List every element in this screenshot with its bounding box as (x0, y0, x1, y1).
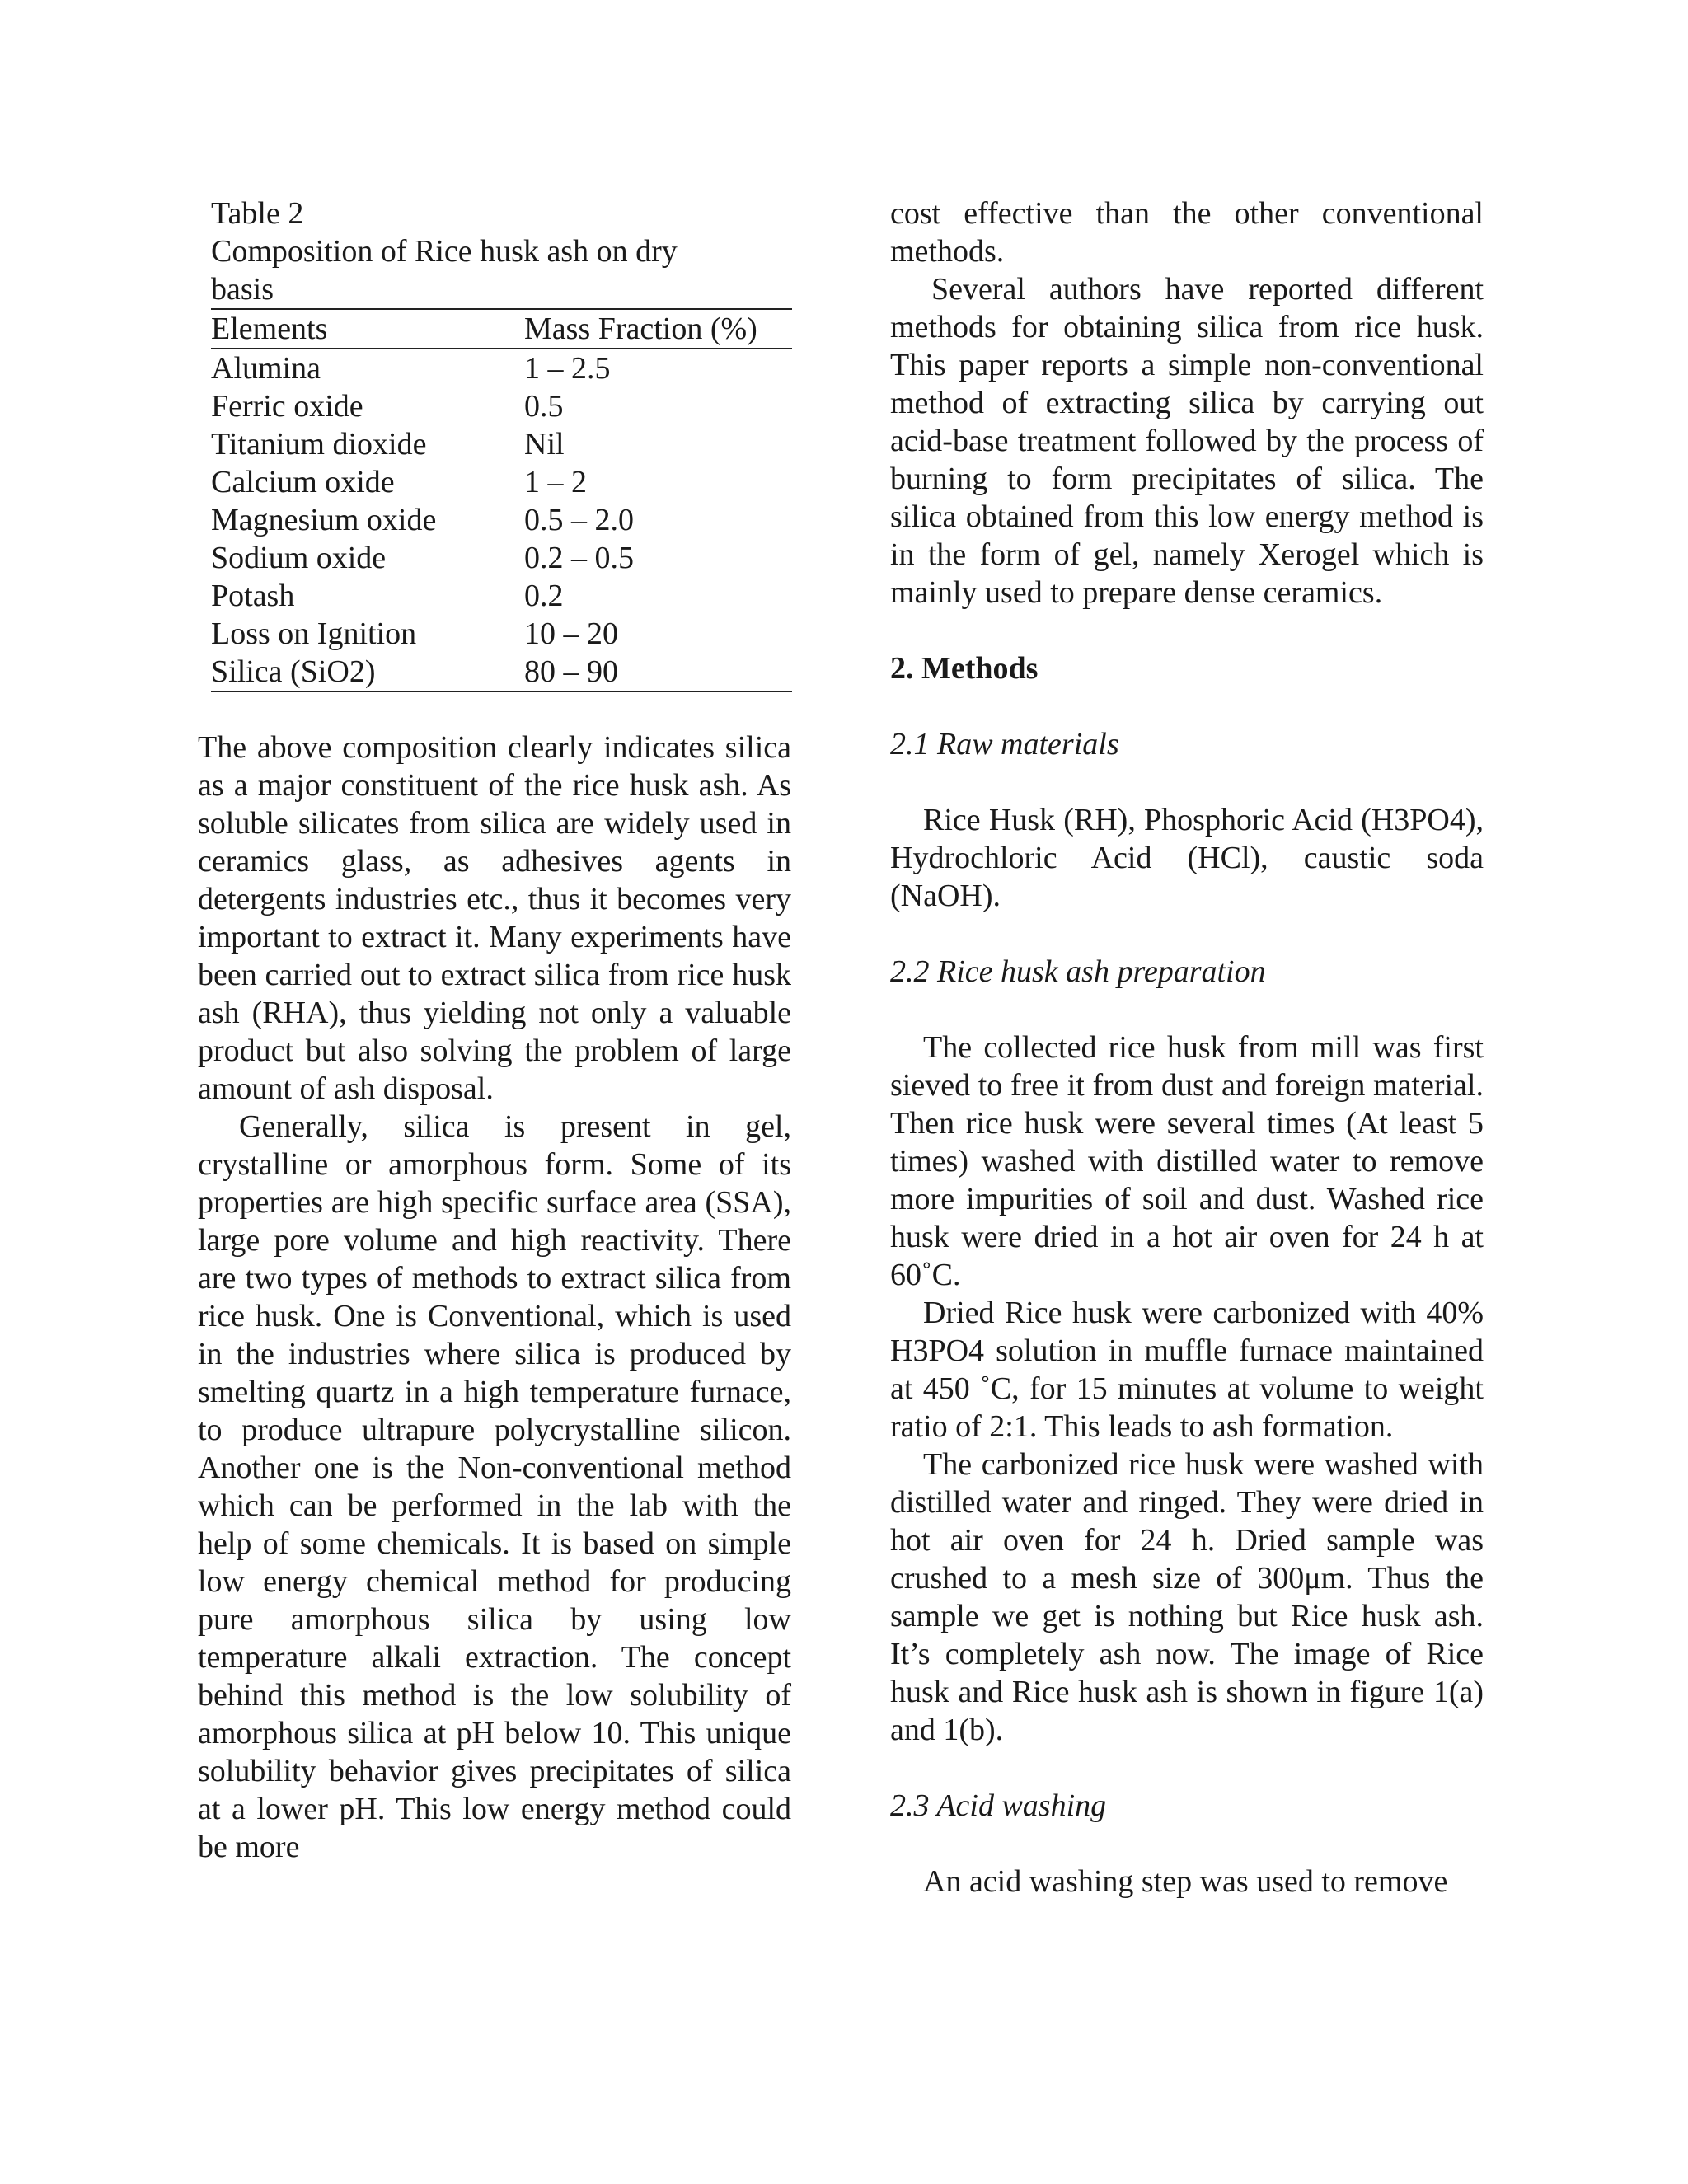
subsection-heading-raw-materials: 2.1 Raw materials (890, 727, 1119, 762)
table-row (211, 463, 792, 501)
value-cell: 0.5 (524, 389, 564, 424)
paragraph-silica-forms: Generally, silica is present in gel, crystalline or amorphous form. Some of its properties are high specific surface area (SSA), large pore volume and high reactivity. There are two types of methods to extract silica from rice husk. One is Conventional, which is used in the industries where silica is produced by smelting quartz in a high temperature furnace, to produce ultrapure polycrystalline silicon. Another one is the Non-conventional method which can be performed in the lab with the help of some chemicals. It is based on simple low energy chemical method for producing pure amorphous silica by using low temperature alkali extraction. The concept behind this method is the low solubility of amorphous silica at pH below 10. This unique solubility behavior gives precipitates of silica at a lower pH. This low energy method could be more (198, 1109, 791, 1864)
table-row (211, 349, 792, 387)
paragraph-authors-reported: Several authors have reported different methods for obtaining silica from rice husk. This paper reports a simple non-conventional method of extracting silica by carrying out acid-base treatment followed by the process of burning to form precipitates of silica. The silica obtained from this low energy method is in the form of gel, namely Xerogel which is mainly used to prepare dense ceramics. (890, 272, 1484, 610)
left-column (198, 194, 791, 1866)
subsection-heading-ash-preparation: 2.2 Rice husk ash preparation (890, 954, 1266, 989)
table-row (211, 615, 792, 653)
element-cell: Potash (211, 579, 295, 613)
paragraph-prep-carbonization: Dried Rice husk were carbonized with 40% H3PO4 solution in muffle furnace maintained at 450 ˚C, for 15 minutes at volume to weight ratio of 2:1. This leads to ash formation. (890, 1296, 1484, 1444)
paragraph-cost-effective: cost effective than the other conventional methods. (890, 196, 1484, 269)
table-row (211, 653, 792, 691)
subsection-heading-acid-washing: 2.3 Acid washing (890, 1788, 1107, 1823)
value-cell: 80 – 90 (524, 653, 792, 691)
element-cell: Sodium oxide (211, 541, 387, 575)
element-cell: Calcium oxide (211, 465, 395, 499)
table-row (211, 577, 792, 615)
composition-table (211, 308, 792, 692)
paragraph-composition-discussion: The above composition clearly indicates silica as a major constituent of the rice husk ash. As soluble silicates from silica are widely used in ceramics glass, as adhesives agents in detergents industries etc., thus it becomes very important to extract it. Many experiments have been carried out to extract silica from rice husk ash (RHA), thus yielding not only a valuable product but also solving the problem of large amount of ash disposal. (198, 730, 791, 1106)
paragraph-prep-collection: The collected rice husk from mill was first sieved to free it from dust and foreign material. Then rice husk were several times (At least 5 times) washed with distilled water to remove more impurities of soil and dust. Washed rice husk were dried in a hot air oven for 24 h at 60˚C. (890, 1030, 1484, 1292)
element-cell: Titanium dioxide (211, 427, 427, 462)
value-cell: 1 – 2 (524, 465, 587, 499)
element-cell: Alumina (211, 351, 321, 386)
paragraph-acid-washing: An acid washing step was used to remove (923, 1864, 1448, 1899)
table-row (211, 501, 792, 539)
section-heading-methods: 2. Methods (890, 651, 1039, 686)
right-column (890, 194, 1484, 1900)
table-caption: Composition of Rice husk ash on dry basis (211, 234, 678, 307)
table-header-row (211, 309, 792, 349)
value-cell: 10 – 20 (524, 616, 618, 651)
paragraph-prep-washing: The carbonized rice husk were washed with distilled water and ringed. They were dried in hot air oven for 24 h. Dried sample was crushed to a mesh size of 300μm. Thus the sample we get is nothing but Rice husk ash. It’s completely ash now. The image of Rice husk and Rice husk ash is shown in figure 1(a) and 1(b). (890, 1447, 1484, 1747)
value-cell: 1 – 2.5 (524, 351, 611, 386)
element-cell: Ferric oxide (211, 389, 363, 424)
table-row (211, 539, 792, 577)
element-cell: Magnesium oxide (211, 503, 437, 537)
table-row (211, 425, 792, 463)
table-row (211, 387, 792, 425)
value-cell: 0.2 – 0.5 (524, 541, 634, 575)
element-cell: Loss on Ignition (211, 616, 417, 651)
paragraph-raw-materials: Rice Husk (RH), Phosphoric Acid (H3PO4), Hydrochloric Acid (HCl), caustic soda (NaOH). (890, 803, 1484, 913)
header-mass-fraction: Mass Fraction (%) (524, 309, 792, 349)
table-label: Table 2 (211, 196, 304, 231)
value-cell: Nil (524, 427, 565, 462)
header-elements: Elements (211, 309, 524, 349)
value-cell: 0.2 (524, 579, 564, 613)
value-cell: 0.5 – 2.0 (524, 503, 634, 537)
element-cell: Silica (SiO2) (211, 653, 524, 691)
